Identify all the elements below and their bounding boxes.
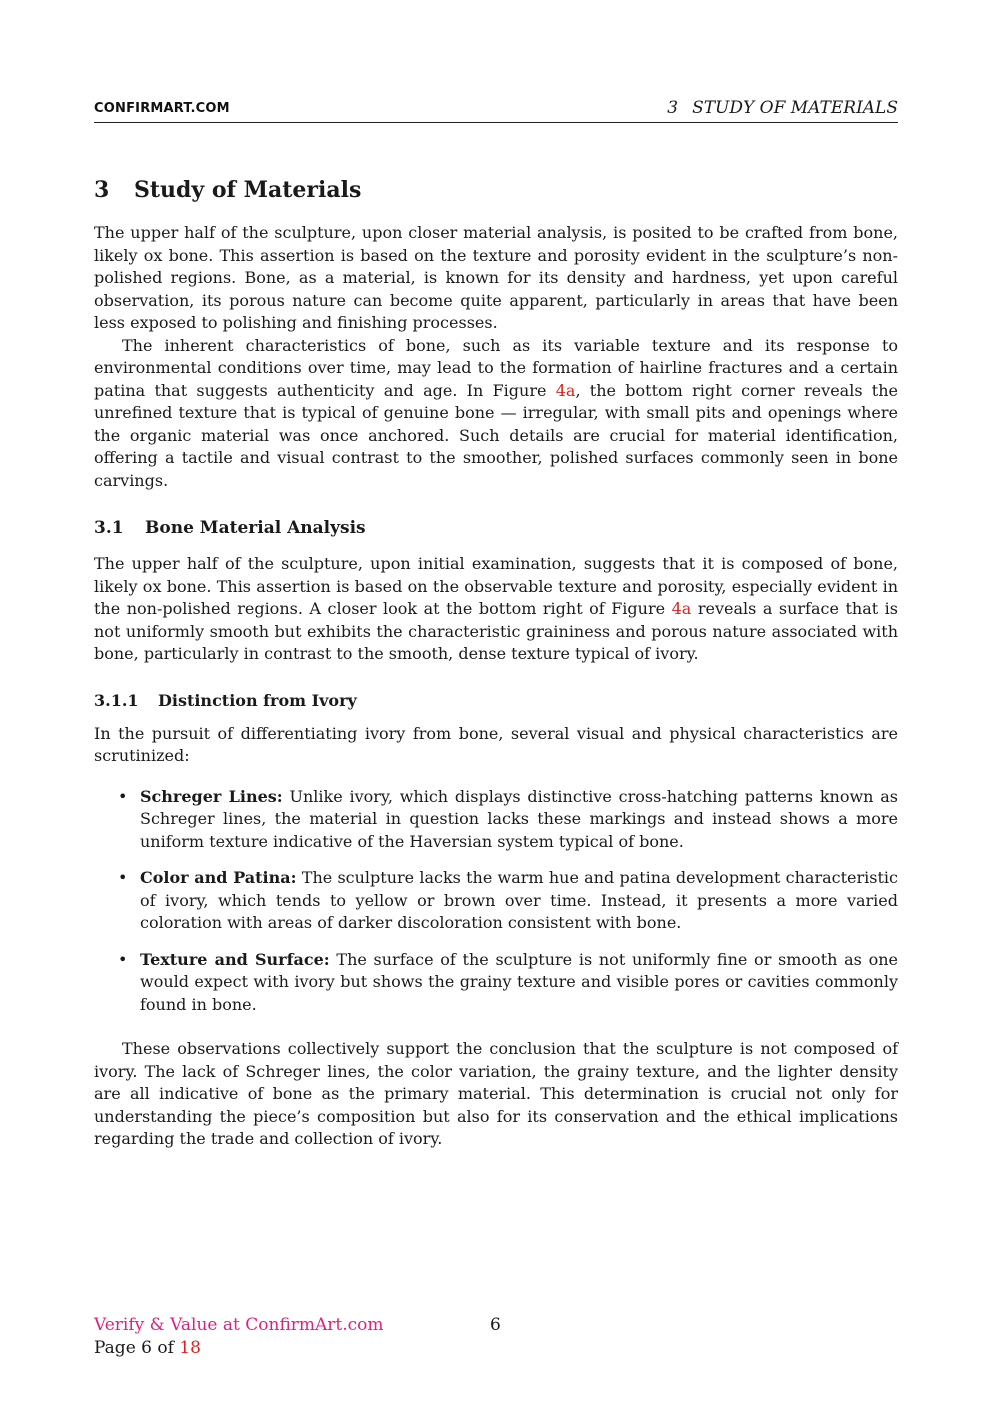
list-item-text: The sculpture lacks the warm hue and patina development characteristic of ivory, which tends to yellow or brown over time. Instead, it presents a more varied coloration with areas of darker discoloration consistent with bone. <box>140 868 898 932</box>
page-number: 6 <box>490 1315 501 1335</box>
bullet-icon: • <box>118 786 128 806</box>
figure-ref-link[interactable]: 4a <box>555 380 576 400</box>
subsubsection-number: 3.1.1 <box>94 690 139 710</box>
page-count-prefix: Page 6 of <box>94 1338 180 1358</box>
page-count <box>94 1337 898 1360</box>
list-item-term: Color and Patina: <box>140 868 297 887</box>
section-title: Study of Materials <box>134 177 362 203</box>
subsubsection-intro: In the pursuit of differentiating ivory from bone, several visual and physical characteristics are scrutinized: <box>94 723 898 765</box>
running-head <box>667 98 898 118</box>
page-footer <box>94 1314 898 1360</box>
subsection-heading <box>94 515 898 541</box>
section-heading <box>94 172 898 208</box>
list-item-term: Schreger Lines: <box>140 786 283 806</box>
main-content <box>94 172 898 1151</box>
list-item <box>94 949 898 1017</box>
section-paragraph-1: The upper half of the sculpture, upon closer material analysis, is posited to be crafted from bone, likely ox bone. This assertion is based on the texture and porosity evident in the sculpture’s non-polished regions. Bone, as a material, is known for its density and hardness, yet upon careful observation, its porous nature can become quite apparent, particularly in areas that have been less exposed to polishing and finishing processes. <box>94 223 898 332</box>
paragraph-text: The inherent characteristics of bone, such as its variable texture and its response to environmental conditions over time, may lead to the formation of hairline fractures and a certain patina that suggests authenticity and age. In Figure <box>94 335 898 400</box>
running-head-number: 3 <box>667 98 679 118</box>
running-head-title: STUDY OF MATERIALS <box>692 98 898 118</box>
bullet-icon: • <box>118 868 128 887</box>
criteria-list <box>94 786 898 1017</box>
figure-ref-link[interactable]: 4a <box>671 599 692 618</box>
subsubsection-heading <box>94 689 898 713</box>
subsection-paragraph <box>94 553 898 666</box>
list-item <box>94 786 898 854</box>
list-item-term: Texture and Surface: <box>140 949 330 969</box>
verify-link[interactable]: Verify & Value at ConfirmArt.com <box>94 1315 384 1335</box>
conclusion-paragraph: These observations collectively support the conclusion that the sculpture is not composed of ivory. The lack of Schreger lines, the color variation, the grainy texture, and the lighter density are all indicative of bone as the primary material. This determination is crucial not only for understanding the piece’s composition but also for its conservation and the ethical implications regarding the trade and collection of ivory. <box>94 1039 898 1148</box>
confirmart-logo: CONFIRMART.COM <box>94 101 230 116</box>
section-paragraph-2 <box>94 335 898 493</box>
paragraph-text: reveals a surface that is not uniformly smooth but exhibits the characteristic graininess and porous nature associated with bone, particularly in contrast to the smooth, dense texture typical of ivory. <box>94 599 899 663</box>
subsection-title: Bone Material Analysis <box>145 518 366 538</box>
subsubsection-title: Distinction from Ivory <box>158 690 357 710</box>
section-number: 3 <box>94 177 110 203</box>
page-total-link[interactable]: 18 <box>179 1338 201 1358</box>
paragraph-text: , the bottom right corner reveals the unrefined texture that is typical of genuine bone — irregular, with small pits and openings where the organic material was once anchored. Such details are crucial for material identification, offering a tactile and visual contrast to the smoother, polished surfaces commonly seen in bone carvings. <box>94 380 898 490</box>
list-item-text: Unlike ivory, which displays distinctive cross-hatching patterns known as Schreger lines, the material in question lacks these markings and instead shows a more uniform texture indicative of the Haversian system typical of bone. <box>140 786 899 851</box>
list-item-text: The surface of the sculpture is not uniformly fine or smooth as one would expect with ivory but shows the grainy texture and visible pores or cavities commonly found in bone. <box>140 949 898 1014</box>
list-item <box>94 867 898 935</box>
paragraph-text: The upper half of the sculpture, upon initial examination, suggests that it is composed of bone, likely ox bone. This assertion is based on the observable texture and porosity, especially evident in the non-polished regions. A closer look at the bottom right of Figure <box>94 554 898 618</box>
subsection-number: 3.1 <box>94 518 124 538</box>
bullet-icon: • <box>118 949 128 969</box>
page-header <box>94 98 898 123</box>
